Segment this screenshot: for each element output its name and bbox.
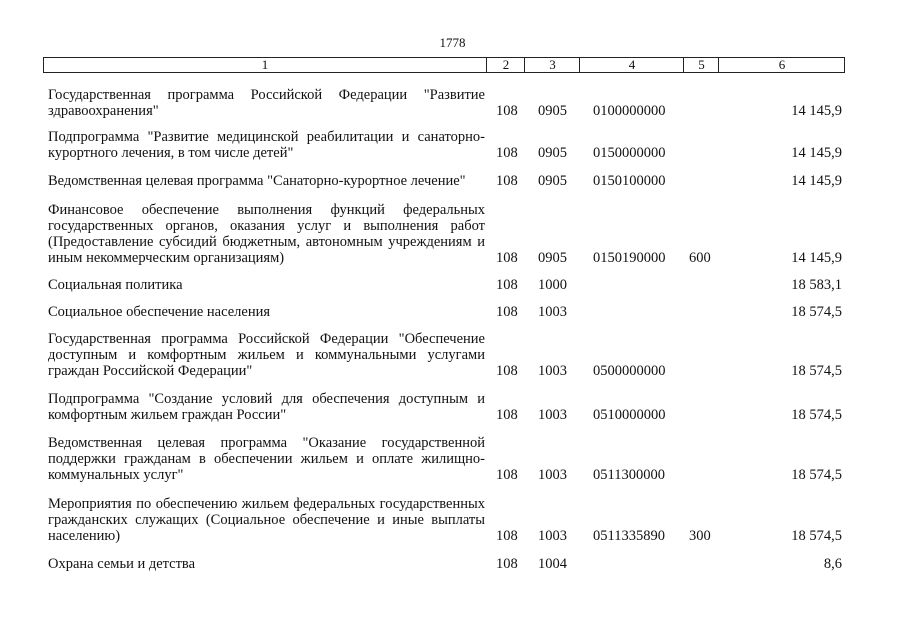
row-section-code: 1003 bbox=[538, 407, 567, 423]
row-section-code: 0905 bbox=[538, 145, 567, 161]
row-ministry-code: 108 bbox=[496, 145, 518, 161]
table-row bbox=[0, 391, 905, 423]
row-name: Государственная программа Российской Федерации "Развитие здравоохранения" bbox=[48, 87, 485, 119]
row-ministry-code: 108 bbox=[496, 556, 518, 572]
row-name: Подпрограмма "Создание условий для обеспечения доступным и комфортным жильем граждан России" bbox=[48, 391, 485, 423]
column-header-6: 6 bbox=[718, 58, 845, 72]
column-header-2: 2 bbox=[486, 58, 525, 72]
row-target-code: 0150000000 bbox=[593, 145, 666, 161]
row-name: Государственная программа Российской Федерации "Обеспечение доступным и комфортным жильем и коммунальными услугами граждан Российской Федерации" bbox=[48, 331, 485, 379]
row-amount: 14 145,9 bbox=[791, 250, 842, 266]
column-header-3: 3 bbox=[524, 58, 580, 72]
table-row bbox=[0, 277, 905, 293]
table-row bbox=[0, 202, 905, 266]
table-row bbox=[0, 496, 905, 544]
row-name: Ведомственная целевая программа "Оказание государственной поддержки гражданам в обеспечении жильем и оплате жилищно-коммунальных услуг" bbox=[48, 435, 485, 483]
row-target-code: 0511300000 bbox=[593, 467, 665, 483]
row-target-code: 0510000000 bbox=[593, 407, 666, 423]
row-ministry-code: 108 bbox=[496, 407, 518, 423]
row-amount: 8,6 bbox=[823, 556, 842, 572]
table-row bbox=[0, 87, 905, 119]
row-section-code: 0905 bbox=[538, 103, 567, 119]
row-amount: 18 574,5 bbox=[791, 407, 842, 423]
row-expense-type: 600 bbox=[689, 250, 711, 266]
row-ministry-code: 108 bbox=[496, 103, 518, 119]
row-section-code: 0905 bbox=[538, 250, 567, 266]
row-amount: 18 583,1 bbox=[791, 277, 842, 293]
row-name: Финансовое обеспечение выполнения функций федеральных государственных органов, оказания услуг и выполнения работ (Предоставление субсидий бюджетным, автономным учреждениям и иным некоммерческим организациям) bbox=[48, 202, 485, 266]
table-row bbox=[0, 556, 905, 572]
row-target-code: 0150190000 bbox=[593, 250, 666, 266]
row-target-code: 0100000000 bbox=[593, 103, 666, 119]
row-name: Ведомственная целевая программа "Санаторно-курортное лечение" bbox=[48, 173, 466, 189]
table-row bbox=[0, 331, 905, 379]
table-row bbox=[0, 173, 905, 189]
table-row bbox=[0, 435, 905, 483]
row-name: Социальное обеспечение населения bbox=[48, 304, 271, 320]
row-section-code: 1003 bbox=[538, 528, 567, 544]
row-amount: 14 145,9 bbox=[791, 103, 842, 119]
page-number: 1778 bbox=[439, 35, 466, 50]
row-amount: 14 145,9 bbox=[791, 145, 842, 161]
row-expense-type: 300 bbox=[689, 528, 711, 544]
row-name: Мероприятия по обеспечению жильем федеральных государственных гражданских служащих (Социальное обеспечение и иные выплаты населению) bbox=[48, 496, 485, 544]
row-ministry-code: 108 bbox=[496, 277, 518, 293]
table-header bbox=[43, 57, 845, 73]
column-header-5: 5 bbox=[683, 58, 719, 72]
row-ministry-code: 108 bbox=[496, 304, 518, 320]
row-section-code: 1000 bbox=[538, 277, 567, 293]
table-row bbox=[0, 129, 905, 161]
table-row bbox=[0, 304, 905, 320]
row-target-code: 0500000000 bbox=[593, 363, 666, 379]
row-amount: 18 574,5 bbox=[791, 304, 842, 320]
row-section-code: 0905 bbox=[538, 173, 567, 189]
row-section-code: 1003 bbox=[538, 304, 567, 320]
row-name: Социальная политика bbox=[48, 277, 183, 293]
column-header-4: 4 bbox=[579, 58, 684, 72]
row-section-code: 1003 bbox=[538, 467, 567, 483]
row-target-code: 0150100000 bbox=[593, 173, 666, 189]
row-section-code: 1004 bbox=[538, 556, 567, 572]
row-target-code: 0511335890 bbox=[593, 528, 665, 544]
row-name: Подпрограмма "Развитие медицинской реабилитации и санаторно-курортного лечения, в том числе детей" bbox=[48, 129, 485, 161]
row-amount: 18 574,5 bbox=[791, 528, 842, 544]
row-section-code: 1003 bbox=[538, 363, 567, 379]
row-amount: 18 574,5 bbox=[791, 363, 842, 379]
row-amount: 18 574,5 bbox=[791, 467, 842, 483]
row-ministry-code: 108 bbox=[496, 363, 518, 379]
row-name: Охрана семьи и детства bbox=[48, 556, 196, 572]
column-header-1: 1 bbox=[261, 57, 269, 72]
row-ministry-code: 108 bbox=[496, 250, 518, 266]
row-ministry-code: 108 bbox=[496, 467, 518, 483]
row-amount: 14 145,9 bbox=[791, 173, 842, 189]
row-ministry-code: 108 bbox=[496, 173, 518, 189]
row-ministry-code: 108 bbox=[496, 528, 518, 544]
